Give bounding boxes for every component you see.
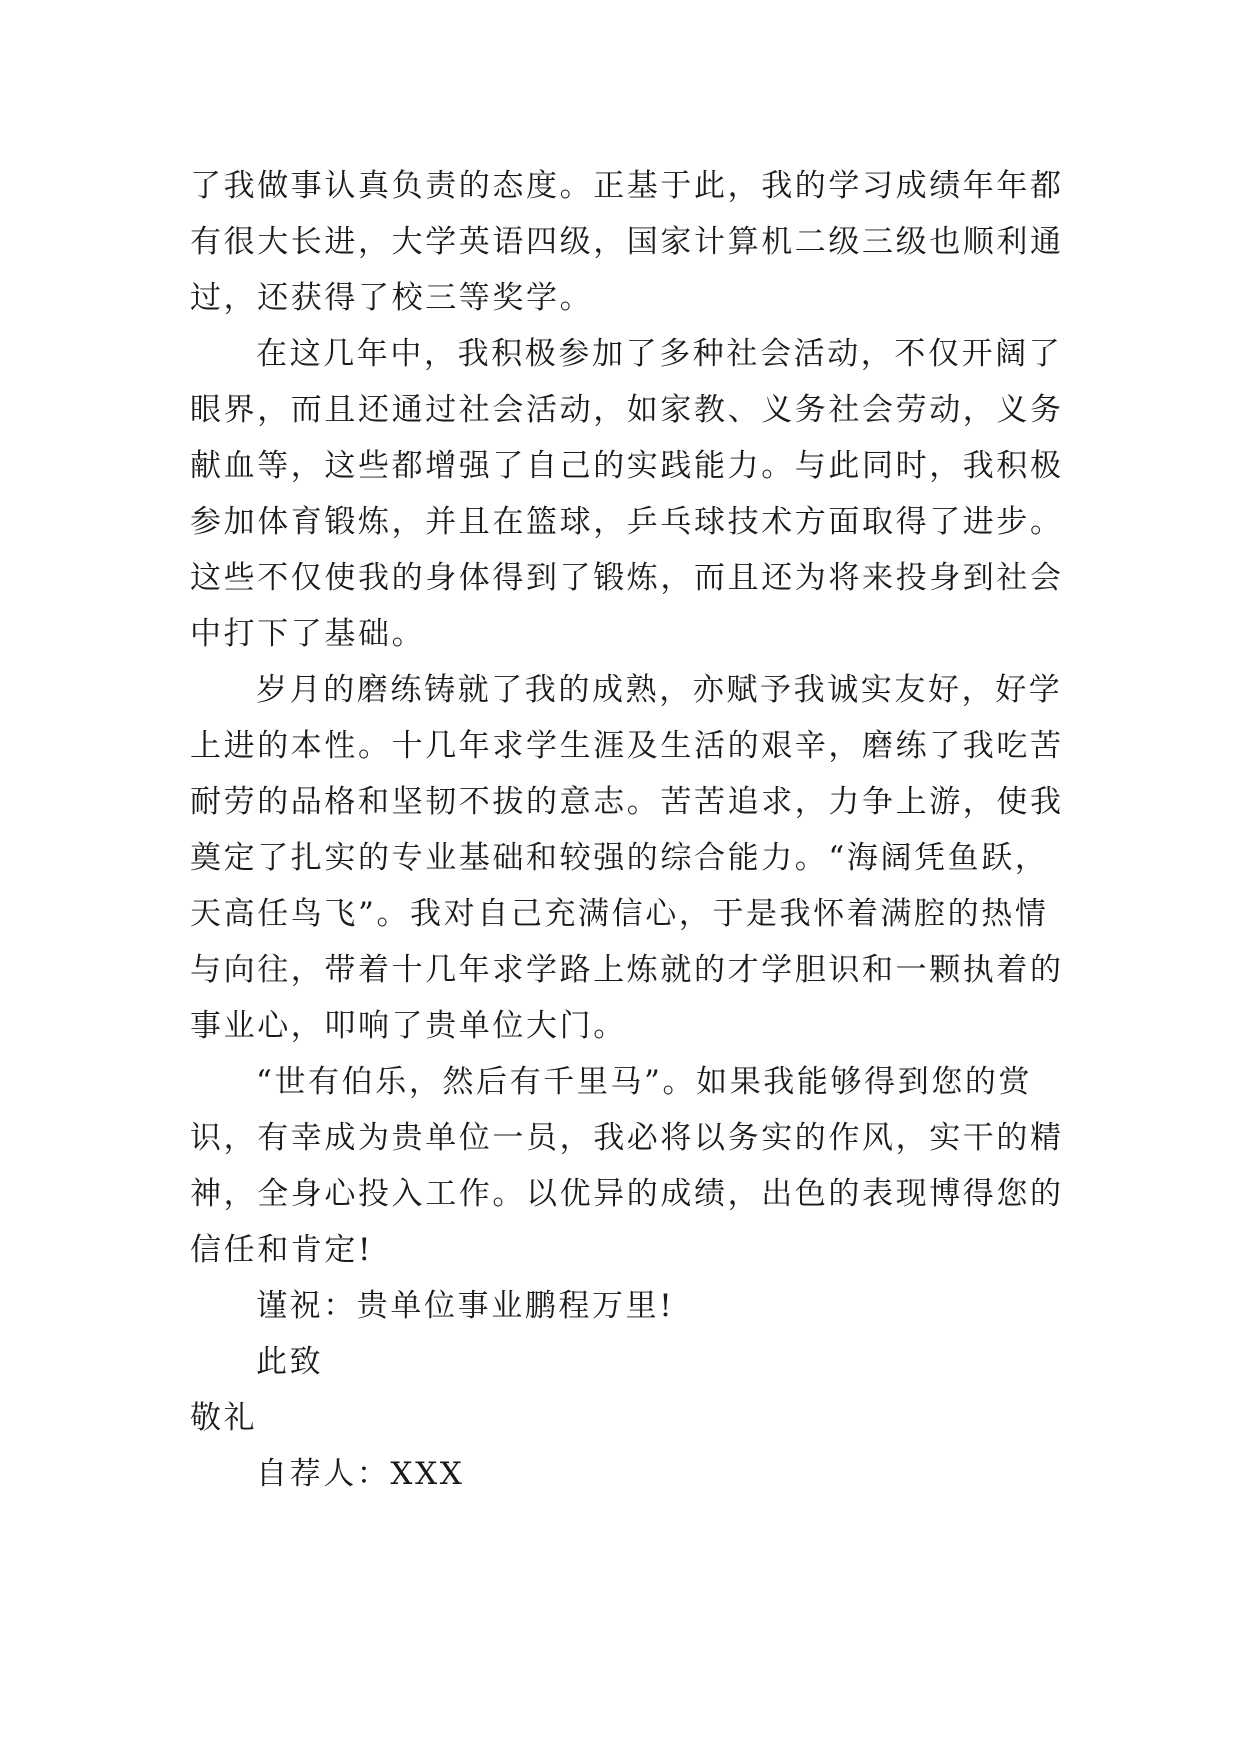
text-line: 天高任鸟飞”。我对自己充满信心，于是我怀着满腔的热情 [190, 896, 1049, 932]
signature: 自荐人：XXX [256, 1456, 465, 1492]
salutation-cizhi: 此致 [256, 1344, 324, 1380]
text-line: 了我做事认真负责的态度。正基于此，我的学习成绩年年都 [190, 168, 1064, 204]
salutation-jingli: 敬礼 [190, 1400, 258, 1436]
text-line: 事业心，叩响了贵单位大门。 [190, 1008, 627, 1044]
text-line: 奠定了扎实的专业基础和较强的综合能力。“海阔凭鱼跃， [190, 840, 1049, 876]
text-line: 中打下了基础。 [190, 616, 426, 652]
paragraph-start-line: “世有伯乐，然后有千里马”。如果我能够得到您的赏 [256, 1064, 1033, 1100]
text-line: 过，还获得了校三等奖学。 [190, 280, 594, 316]
paragraph-start-line: 岁月的磨练铸就了我的成熟，亦赋予我诚实友好，好学 [256, 672, 1063, 708]
text-line: 眼界，而且还通过社会活动，如家教、义务社会劳动，义务 [190, 392, 1064, 428]
paragraph-start-line: 在这几年中，我积极参加了多种社会活动，不仅开阔了 [256, 336, 1063, 372]
text-line: 与向往，带着十几年求学路上炼就的才学胆识和一颗执着的 [190, 952, 1064, 988]
text-line: 上进的本性。十几年求学生涯及生活的艰辛，磨练了我吃苦 [190, 728, 1064, 764]
text-line: 神，全身心投入工作。以优异的成绩，出色的表现博得您的 [190, 1176, 1064, 1212]
closing-wish: 谨祝：贵单位事业鹏程万里! [256, 1288, 675, 1324]
text-line: 信任和肯定! [190, 1232, 374, 1268]
text-line: 这些不仅使我的身体得到了锻炼，而且还为将来投身到社会 [190, 560, 1064, 596]
text-line: 耐劳的品格和坚韧不拔的意志。苦苦追求，力争上游，使我 [190, 784, 1064, 820]
text-line: 识，有幸成为贵单位一员，我必将以务实的作风，实干的精 [190, 1120, 1064, 1156]
text-line: 参加体育锻炼，并且在篮球，乒乓球技术方面取得了进步。 [190, 504, 1064, 540]
text-line: 献血等，这些都增强了自己的实践能力。与此同时，我积极 [190, 448, 1064, 484]
text-line: 有很大长进，大学英语四级，国家计算机二级三级也顺利通 [190, 224, 1064, 260]
